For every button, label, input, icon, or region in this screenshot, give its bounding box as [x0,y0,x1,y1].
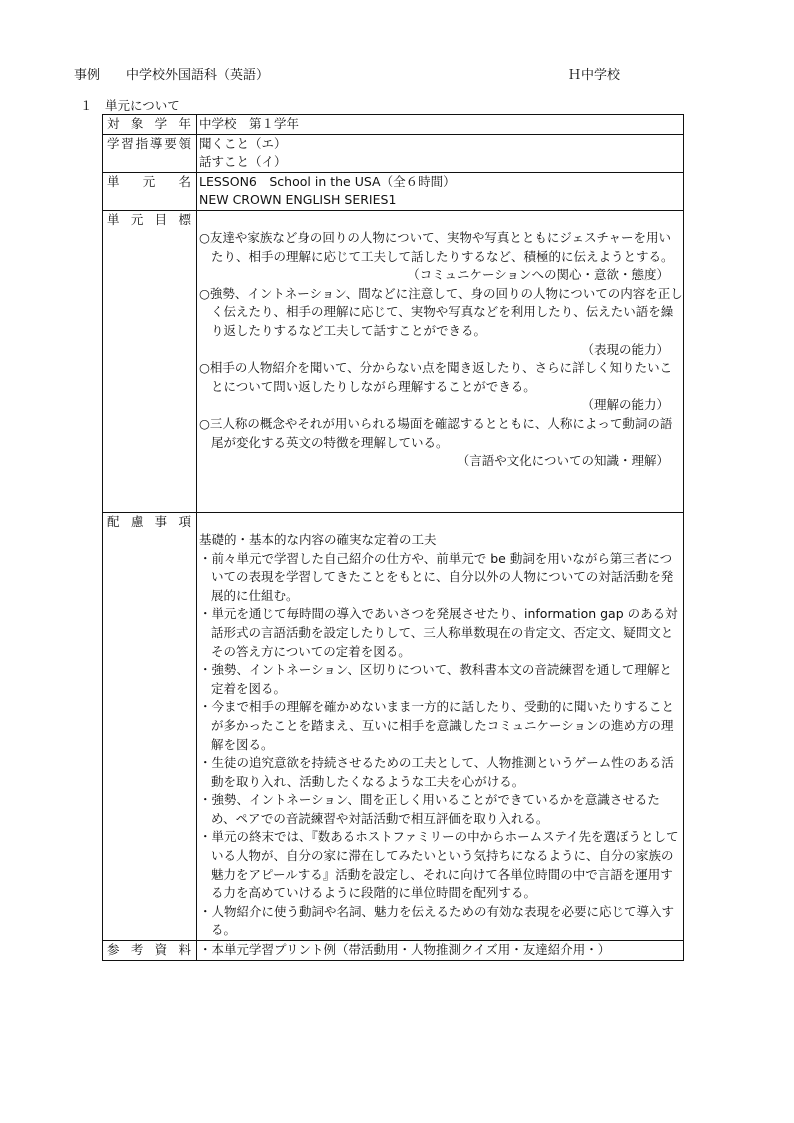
row-unit-goals [103,210,684,512]
goal-item: ○相手の人物紹介を聞いて、分からない点を聞き返したり、さらに詳しく知りたいことについて問い返したりしながら理解することができる。 （理解の能力） [199,359,683,415]
references-value: ・本単元学習プリント例（帯活動用・人物推測クイズ用・友達紹介用・） [197,941,684,961]
school-name: Ｈ中学校 [568,68,621,83]
unit-textbook: NEW CROWN ENGLISH SERIES1 [199,192,397,208]
unit-table [102,114,684,961]
unit-name-value [197,172,684,210]
goal-tag: （言語や文化についての知識・理解） [456,453,669,469]
goal-item: ○強勢、イントネーション、間などに注意して、身の回りの人物についての内容を正しく伝えたり、相手の理解に応じて、実物や写真などを利用したり、伝えたい語を繰り返したりするなど工夫して話すことができる。 （表現の能力） [199,285,683,359]
consideration-item: ・単元の終末では、『数あるホストファミリーの中からホームステイ先を選ぼうとしている人物が、自分の家に滞在してみたいという気持ちになるように、自分の家族の魅力をアピールする』活動を設定し、それに向けて各単位時間の中で言語を運用する力を高めていけるように段階的に単位時間を配列する。 [199,829,679,901]
goal-item: ○三人称の概念やそれが用いられる場面を確認するとともに、人称によって動詞の語尾が変化する英文の特徴を理解している。 （言語や文化についての知識・理解） [199,415,683,471]
section-title: １ 単元について [80,98,180,113]
guideline-value [197,134,684,172]
case-title: 事例 中学校外国語科（英語） [74,68,270,83]
row-target-grade [103,115,684,135]
goal-tag: （理解の能力） [581,397,669,413]
goal-tag: （コミュニケーションへの関心・意欲・態度） [407,267,669,283]
unit-lesson: LESSON6 School in the USA（全６時間） [199,173,456,189]
row-considerations [103,512,684,940]
guideline-listening: 聞くこと（エ） [199,135,287,151]
row-guideline [103,134,684,172]
consideration-item: ・人物紹介に使う動詞や名詞、魅力を伝えるための有効な表現を必要に応じて導入する。 [199,903,675,938]
consideration-item: ・単元を通じて毎時間の導入であいさつを発展させたり、information gap のある対話形式の言語活動を設定したりして、三人称単数現在の肯定文、否定文、疑問文とその答え方についての定着を図る。 [199,606,678,659]
considerations-heading: 基礎的・基本的な内容の確実な定着の工夫 [199,531,437,547]
consideration-item: ・強勢、イントネーション、間を正しく用いることができているかを意識させるため、ペアでの音読練習や対話活動で相互評価を取り入れる。 [199,792,660,826]
considerations-label: 配慮事項 [103,512,197,940]
row-references [103,941,684,961]
row-unit-name [103,172,684,210]
unit-goals-value [197,210,684,512]
unit-goals-label: 単元目標 [103,210,197,512]
consideration-item: ・今まで相手の理解を確かめないまま一方的に話したり、受動的に聞いたりすることが多かったことを踏まえ、互いに相手を意識したコミュニケーションの進め方の理解を図る。 [199,699,675,752]
consideration-item: ・強勢、イントネーション、区切りについて、教科書本文の音読練習を通して理解と定着を図る。 [199,662,672,696]
goal-tag: （表現の能力） [581,341,669,357]
consideration-item: ・前々単元で学習した自己紹介の仕方や、前単元で be 動詞を用いながら第三者についての表現を学習してきたことをもとに、自分以外の人物についての対話活動を発展的に仕組む。 [199,550,674,603]
target-grade-value: 中学校 第１学年 [197,115,684,135]
references-label: 参考資料 [103,941,197,961]
guideline-label: 学習指導要領 [103,134,197,172]
document-header [74,64,644,82]
unit-name-label: 単元名 [103,172,197,210]
considerations-value [197,512,684,940]
consideration-item: ・生徒の追究意欲を持続させるための工夫として、人物推測というゲーム性のある活動を取り入れ、活動したくなるような工夫を心がける。 [199,755,674,789]
guideline-speaking: 話すこと（イ） [199,154,287,170]
target-grade-label: 対象学年 [103,115,197,135]
goal-item: ○友達や家族など身の回りの人物について、実物や写真とともにジェスチャーを用いたり、相手の理解に応じて工夫して話したりするなど、積極的に伝えようとする。 （コミュニケーションへの関心・意欲・態度） [199,229,683,285]
